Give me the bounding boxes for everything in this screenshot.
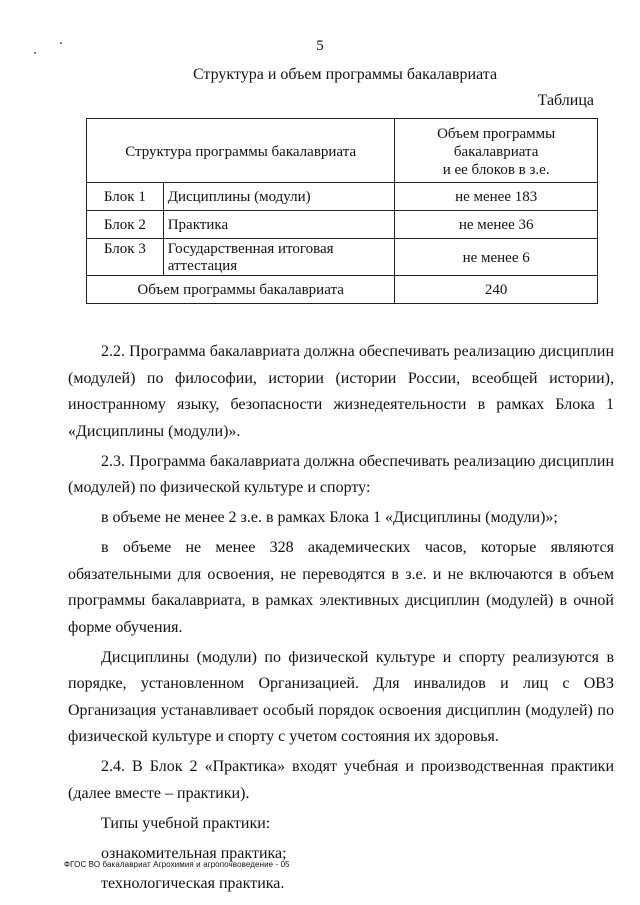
- header-volume-line: бакалавриата: [453, 144, 539, 160]
- block-number: Блок 2: [87, 211, 164, 239]
- paragraph: ознакомительная практика;: [101, 844, 287, 862]
- block-number: Блок 3: [87, 239, 164, 276]
- table-row: [87, 211, 598, 239]
- section-title: Структура и объем программы бакалавриата: [192, 66, 498, 83]
- paragraph: в объеме не менее 328 академических часов, которые являются обязательными для освоения, не переводятся в з.е. и не включаются в объем программы бакалавриата, в рамках элективных дисциплин (модулей) в очной форме обучения.: [68, 539, 614, 636]
- paragraph: 2.4. В Блок 2 «Практика» входят учебная и производственная практики (далее вместе – практики).: [68, 758, 614, 802]
- page-number: 5: [316, 38, 324, 54]
- page-footer: ФГОС ВО бакалавриат Агрохимия и агропочвоведение - 05: [64, 860, 290, 869]
- paragraph: 2.3. Программа бакалавриата должна обеспечивать реализацию дисциплин (модулей) по физической культуре и спорту:: [68, 452, 614, 496]
- block-volume: не менее 183: [395, 183, 598, 211]
- total-label: Объем программы бакалавриата: [87, 276, 395, 304]
- header-volume: [395, 119, 598, 183]
- block-name: [163, 239, 395, 276]
- table-label: Таблица: [537, 92, 594, 109]
- program-structure-table: [86, 118, 598, 304]
- block-number: Блок 1: [87, 183, 164, 211]
- header-volume-line: Объем программы: [437, 126, 556, 142]
- paragraph: Дисциплины (модули) по физической культуре и спорту реализуются в порядке, установленном Организацией. Для инвалидов и лиц с ОВЗ Организация устанавливает особый порядок освоения дисциплин (модулей) по физической культуре и спорту с учетом состояния их здоровья.: [68, 648, 614, 745]
- block-name-line: Государственная итоговая: [167, 241, 334, 257]
- paragraph: технологическая практика.: [101, 874, 285, 892]
- total-volume: 240: [395, 276, 598, 304]
- paragraph: в объеме не менее 2 з.е. в рамках Блока 1 «Дисциплины (модули)»;: [101, 509, 558, 526]
- body-text: [68, 339, 614, 901]
- paragraph: Типы учебной практики:: [101, 814, 271, 832]
- table-row: [87, 239, 598, 276]
- block-name-line: аттестация: [167, 258, 238, 274]
- block-name: Дисциплины (модули): [163, 183, 395, 211]
- block-volume: не менее 6: [395, 239, 598, 276]
- table-header-row: [87, 119, 598, 183]
- table-row: [87, 183, 598, 211]
- header-structure: Структура программы бакалавриата: [87, 119, 395, 183]
- block-name: Практика: [163, 211, 395, 239]
- paragraph: 2.2. Программа бакалавриата должна обеспечивать реализацию дисциплин (модулей) по философии, истории (истории России, всеобщей истории), иностранному языку, безопасности жизнедеятельности в рамках Блока 1 «Дисциплины (модули)».: [68, 343, 614, 440]
- block-volume: не менее 36: [395, 211, 598, 239]
- table-total-row: [87, 276, 598, 304]
- header-volume-line: и ее блоков в з.е.: [442, 162, 550, 178]
